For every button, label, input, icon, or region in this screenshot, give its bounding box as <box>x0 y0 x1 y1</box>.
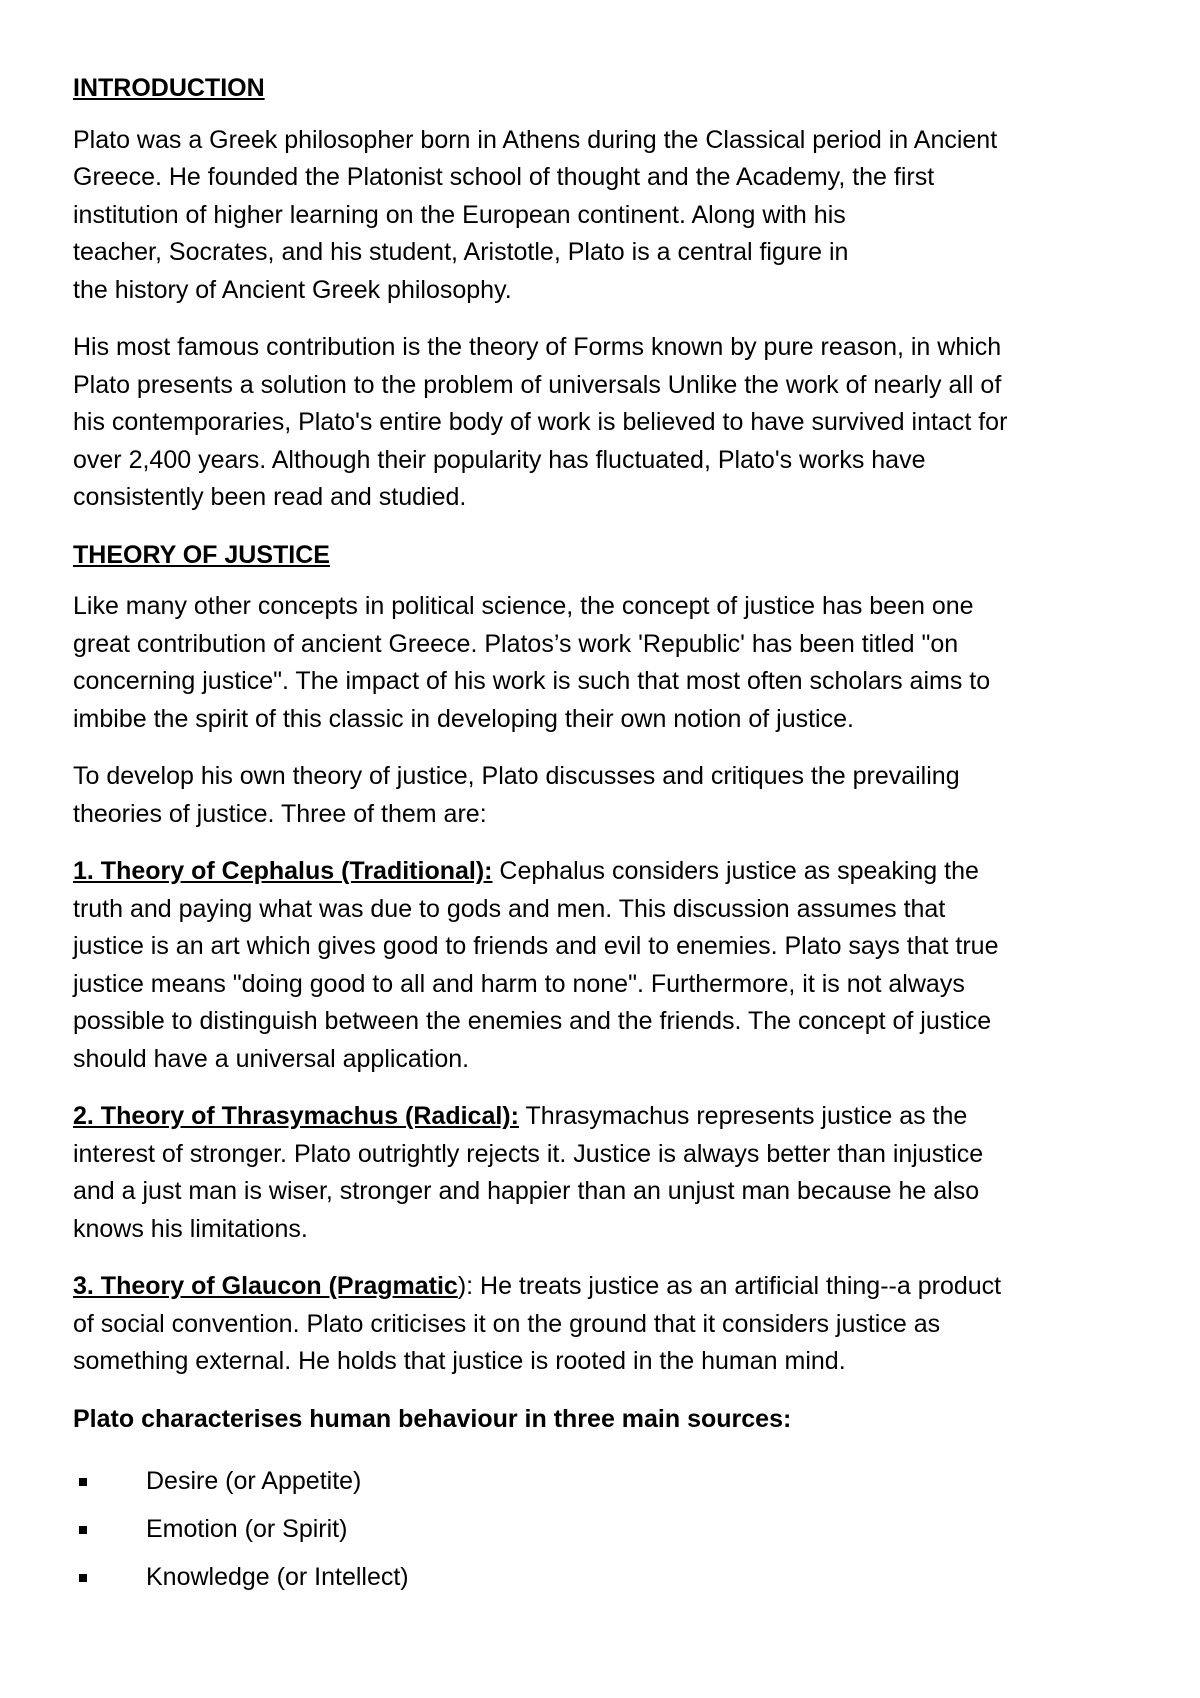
list-item <box>73 1506 1145 1554</box>
intro-paragraph-2: His most famous contribution is the theory of Forms known by pure reason, in which Plato presents a solution to the problem of universals Unlike the work of nearly all of his contemporaries, Plato's entire body of work is believed to have survived intact for over 2,400 years. Although their popularity has fluctuated, Plato's works have consistently been read and studied. <box>73 333 1008 511</box>
theory-thrasymachus <box>73 1098 1145 1248</box>
theory-cephalus-text: Cephalus considers justice as speaking the truth and paying what was due to gods and men. This discussion assumes that justice is an art which gives good to friends and evil to enemies. Plato says that true justice means "doing good to all and harm to none". Furthermore, it is not always possible to distinguish between the enemies and the friends. The concept of justice should have a universal application. <box>73 857 999 1073</box>
list-item-text: Emotion (or Spirit) <box>146 1515 348 1544</box>
theory-thrasymachus-text: Thrasymachus represents justice as the interest of stronger. Plato outrightly rejects it. Justice is always better than injustice and a just man is wiser, stronger and happier than an unjust man because he also knows his limitations. <box>73 1102 984 1243</box>
square-bullet-icon <box>79 1574 87 1582</box>
list-item <box>73 1554 1145 1602</box>
justice-paragraph-1: Like many other concepts in political science, the concept of justice has been one great contribution of ancient Greece. Platos’s work 'Republic' has been titled "on concerning justice". The impact of his work is such that most often scholars aims to imbibe the spirit of this classic in developing their own notion of justice. <box>73 592 991 733</box>
list-item-text: Knowledge (or Intellect) <box>146 1563 409 1592</box>
theory-cephalus-label: 1. Theory of Cephalus (Traditional): <box>73 857 493 885</box>
sources-heading: Plato characterises human behaviour in three main sources: <box>73 1404 792 1433</box>
section-heading-theory-of-justice: THEORY OF JUSTICE <box>73 540 330 569</box>
sources-list <box>73 1458 1145 1602</box>
theory-thrasymachus-label: 2. Theory of Thrasymachus (Radical): <box>73 1102 519 1130</box>
justice-paragraph-2: To develop his own theory of justice, Plato discusses and critiques the prevailing theories of justice. Three of them are: <box>73 762 960 828</box>
square-bullet-icon <box>79 1478 87 1486</box>
list-item-text: Desire (or Appetite) <box>146 1467 362 1496</box>
section-heading-introduction: INTRODUCTION <box>73 74 265 102</box>
intro-paragraph-1: Plato was a Greek philosopher born in Athens during the Classical period in Ancient Greece. He founded the Platonist school of thought and the Academy, the first institution of higher learning on the European continent. Along with his teacher, Socrates, and his student, Aristotle, Plato is a central figure in the history of Ancient Greek philosophy. <box>73 125 998 304</box>
document-page <box>73 70 1145 1602</box>
square-bullet-icon <box>79 1526 87 1534</box>
theory-glaucon-text: ): He treats justice as an artificial thing--a product of social convention. Plato criticises it on the ground that it considers justice as something external. He holds that justice is rooted in the human mind. <box>73 1272 1002 1375</box>
list-item <box>73 1458 1145 1506</box>
theory-glaucon <box>73 1268 1145 1381</box>
theory-glaucon-label: 3. Theory of Glaucon (Pragmatic <box>73 1272 458 1300</box>
theory-cephalus <box>73 853 1145 1078</box>
